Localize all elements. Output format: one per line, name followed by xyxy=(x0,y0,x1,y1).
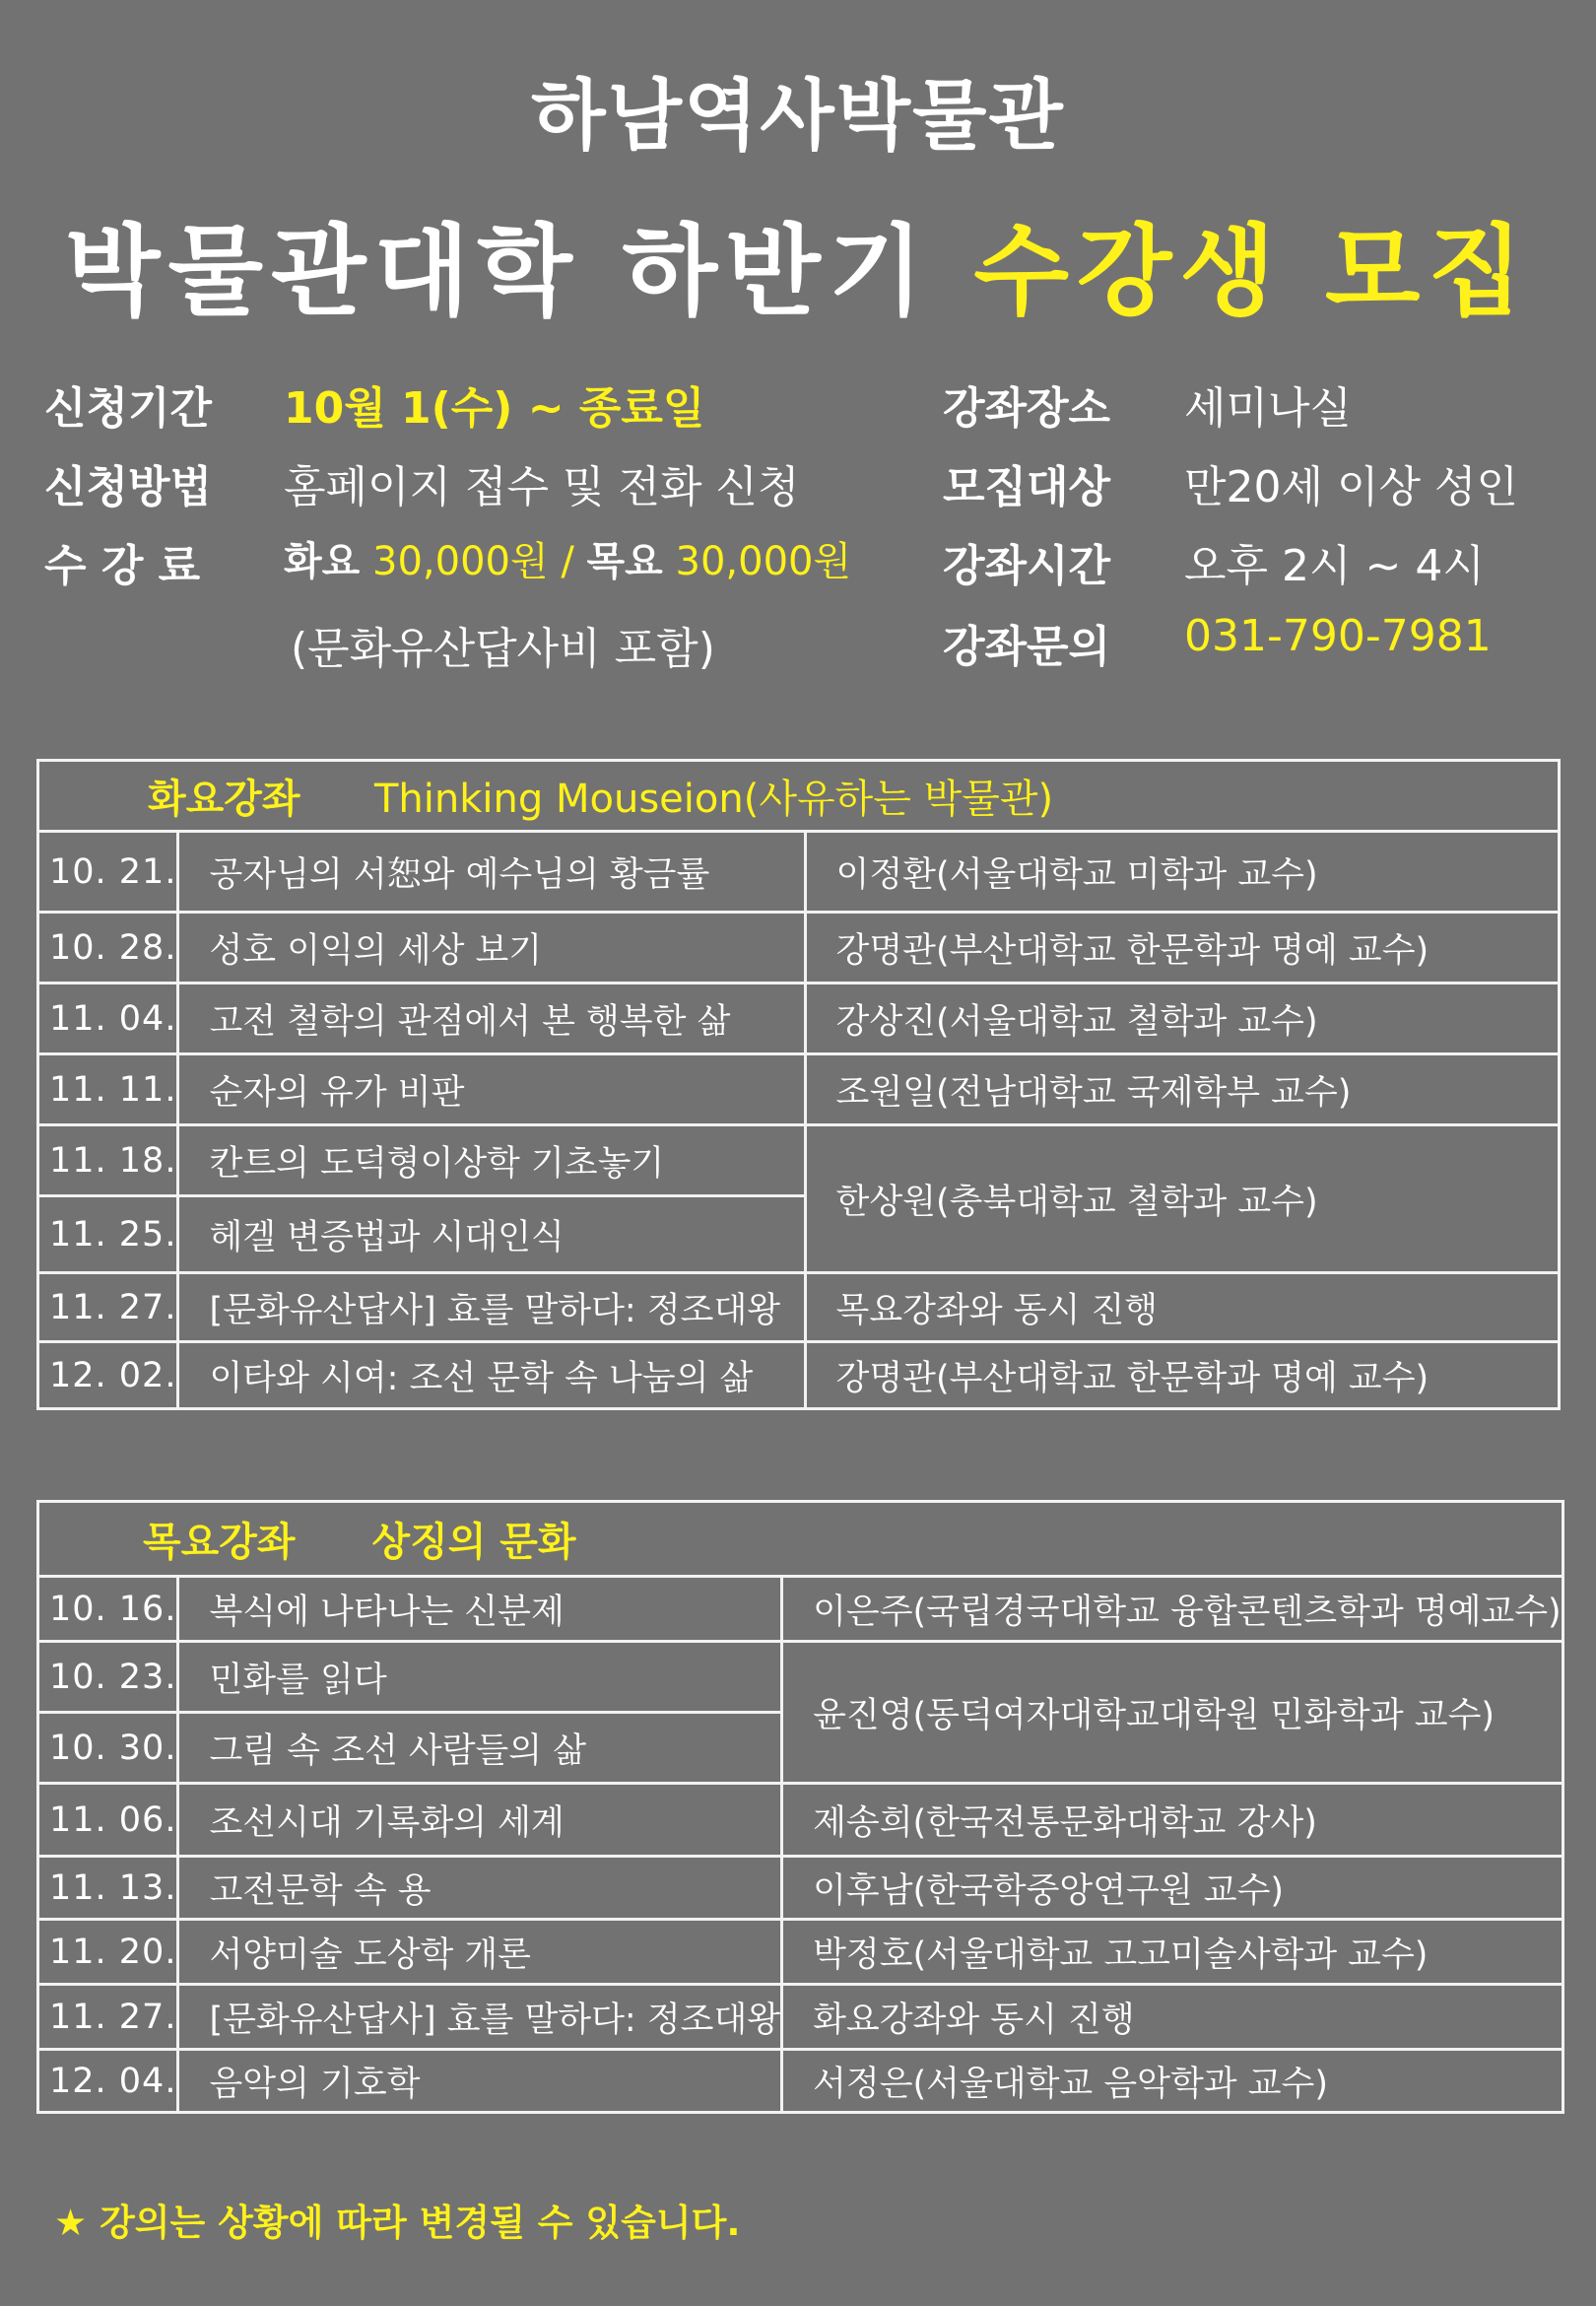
row-topic: [문화유산답사] 효를 말하다: 정조대왕 xyxy=(178,1273,805,1342)
table-row xyxy=(38,1342,1560,1409)
table-header-row xyxy=(38,1502,1563,1577)
row-lecturer: 제송희(한국전통문화대학교 강사) xyxy=(782,1784,1563,1857)
row-topic: 서양미술 도상학 개론 xyxy=(178,1920,782,1985)
page-title xyxy=(0,192,1596,334)
row-lecturer: 목요강좌와 동시 진행 xyxy=(805,1273,1559,1342)
title-yellow-part: 수강생 모집 xyxy=(973,214,1532,329)
row-date: 11. 11. xyxy=(38,1054,178,1125)
row-topic: 고전 철학의 관점에서 본 행복한 삶 xyxy=(178,983,805,1054)
target-label: 모집대상 xyxy=(943,462,1111,512)
row-lecturer: 이은주(국립경국대학교 융합콘텐츠학과 명예교수) xyxy=(782,1577,1563,1642)
row-topic: 음악의 기호학 xyxy=(178,2050,782,2113)
thursday-header-title: 상징의 문화 xyxy=(371,1520,576,1565)
fee-tue-label: 화요 xyxy=(284,539,361,584)
table-header-row xyxy=(38,761,1560,832)
row-topic: 공자님의 서恕와 예수님의 황금률 xyxy=(178,832,805,913)
row-date: 11. 25. xyxy=(38,1196,178,1273)
row-topic: 조선시대 기록화의 세계 xyxy=(178,1784,782,1857)
row-topic: 그림 속 조선 사람들의 삶 xyxy=(178,1713,782,1784)
table-row xyxy=(38,1273,1560,1342)
row-date: 11. 13. xyxy=(38,1857,178,1920)
fee-value xyxy=(284,530,851,586)
row-lecturer: 화요강좌와 동시 진행 xyxy=(782,1985,1563,2050)
time-value: 오후 2시 ~ 4시 xyxy=(1184,541,1485,591)
table-row xyxy=(38,1985,1563,2050)
fee-separator: / xyxy=(561,539,574,584)
row-lecturer: 박정호(서울대학교 고고미술사학과 교수) xyxy=(782,1920,1563,1985)
thursday-header-label: 목요강좌 xyxy=(143,1520,296,1565)
tuesday-schedule-table xyxy=(36,759,1561,1410)
fee-thu-label: 목요 xyxy=(586,539,663,584)
row-date: 12. 02. xyxy=(38,1342,178,1409)
row-lecturer: 이정환(서울대학교 미학과 교수) xyxy=(805,832,1559,913)
table-row xyxy=(38,1784,1563,1857)
row-lecturer: 강명관(부산대학교 한문학과 명예 교수) xyxy=(805,1342,1559,1409)
title-white-part: 박물관대학 하반기 xyxy=(64,214,932,329)
star-icon: ★ xyxy=(54,2202,88,2244)
row-topic: 이타와 시여: 조선 문학 속 나눔의 삶 xyxy=(178,1342,805,1409)
museum-name: 하남역사박물관 xyxy=(531,72,1065,161)
place-value: 세미나실 xyxy=(1184,383,1353,434)
info-fee-note xyxy=(291,613,715,676)
table-row xyxy=(38,983,1560,1054)
place-label: 강좌장소 xyxy=(943,383,1111,434)
table-row xyxy=(38,1125,1560,1196)
row-date: 11. 18. xyxy=(38,1125,178,1196)
tuesday-table-header xyxy=(38,761,1560,832)
row-date: 11. 20. xyxy=(38,1920,178,1985)
row-topic: 순자의 유가 비판 xyxy=(178,1054,805,1125)
row-lecturer: 서정은(서울대학교 음악학과 교수) xyxy=(782,2050,1563,2113)
row-lecturer: 조원일(전남대학교 국제학부 교수) xyxy=(805,1054,1559,1125)
row-date: 10. 23. xyxy=(38,1642,178,1713)
row-topic: [문화유산답사] 효를 말하다: 정조대왕 xyxy=(178,1985,782,2050)
thursday-table-header xyxy=(38,1502,1563,1577)
target-value: 만20세 이상 성인 xyxy=(1184,462,1518,512)
row-date: 12. 04. xyxy=(38,2050,178,2113)
fee-note: (문화유산답사비 포함) xyxy=(291,624,715,674)
period-value: 10월 1(수) ~ 종료일 xyxy=(284,383,705,434)
row-date: 10. 30. xyxy=(38,1713,178,1784)
footer-note-text: 강의는 상황에 따라 변경될 수 있습니다. xyxy=(100,2202,741,2244)
fee-thu-value: 30,000원 xyxy=(675,539,852,584)
table-row xyxy=(38,1857,1563,1920)
row-date: 11. 27. xyxy=(38,1273,178,1342)
row-topic: 성호 이익의 세상 보기 xyxy=(178,913,805,983)
row-date: 11. 06. xyxy=(38,1784,178,1857)
row-date: 11. 27. xyxy=(38,1985,178,2050)
row-lecturer: 강상진(서울대학교 철학과 교수) xyxy=(805,983,1559,1054)
table-row xyxy=(38,832,1560,913)
row-date: 10. 21. xyxy=(38,832,178,913)
footer-note xyxy=(54,2193,740,2246)
fee-tue-value: 30,000원 xyxy=(372,539,549,584)
tuesday-header-title: Thinking Mouseion(사유하는 박물관) xyxy=(374,777,1054,822)
table-row xyxy=(38,1577,1563,1642)
row-topic: 칸트의 도덕형이상학 기초놓기 xyxy=(178,1125,805,1196)
row-lecturer: 윤진영(동덕여자대학교대학원 민화학과 교수) xyxy=(782,1642,1563,1784)
row-topic: 고전문학 속 용 xyxy=(178,1857,782,1920)
period-label: 신청기간 xyxy=(44,383,213,434)
row-date: 11. 04. xyxy=(38,983,178,1054)
tuesday-header-label: 화요강좌 xyxy=(148,777,300,822)
thursday-schedule-table xyxy=(36,1500,1564,2114)
contact-label: 강좌문의 xyxy=(943,622,1111,672)
table-row xyxy=(38,2050,1563,2113)
table-row xyxy=(38,913,1560,983)
table-row xyxy=(38,1054,1560,1125)
row-lecturer: 강명관(부산대학교 한문학과 명예 교수) xyxy=(805,913,1559,983)
row-topic: 민화를 읽다 xyxy=(178,1642,782,1713)
table-row xyxy=(38,1920,1563,1985)
row-lecturer: 한상원(충북대학교 철학과 교수) xyxy=(805,1125,1559,1273)
row-date: 10. 16. xyxy=(38,1577,178,1642)
table-row xyxy=(38,1642,1563,1713)
method-label: 신청방법 xyxy=(44,462,213,512)
time-label: 강좌시간 xyxy=(943,541,1111,591)
row-lecturer: 이후남(한국학중앙연구원 교수) xyxy=(782,1857,1563,1920)
contact-value: 031-790-7981 xyxy=(1184,611,1492,661)
row-date: 10. 28. xyxy=(38,913,178,983)
fee-label: 수 강 료 xyxy=(44,541,201,591)
row-topic: 복식에 나타나는 신분제 xyxy=(178,1577,782,1642)
row-topic: 헤겔 변증법과 시대인식 xyxy=(178,1196,805,1273)
method-value: 홈페이지 접수 및 전화 신청 xyxy=(284,462,800,512)
